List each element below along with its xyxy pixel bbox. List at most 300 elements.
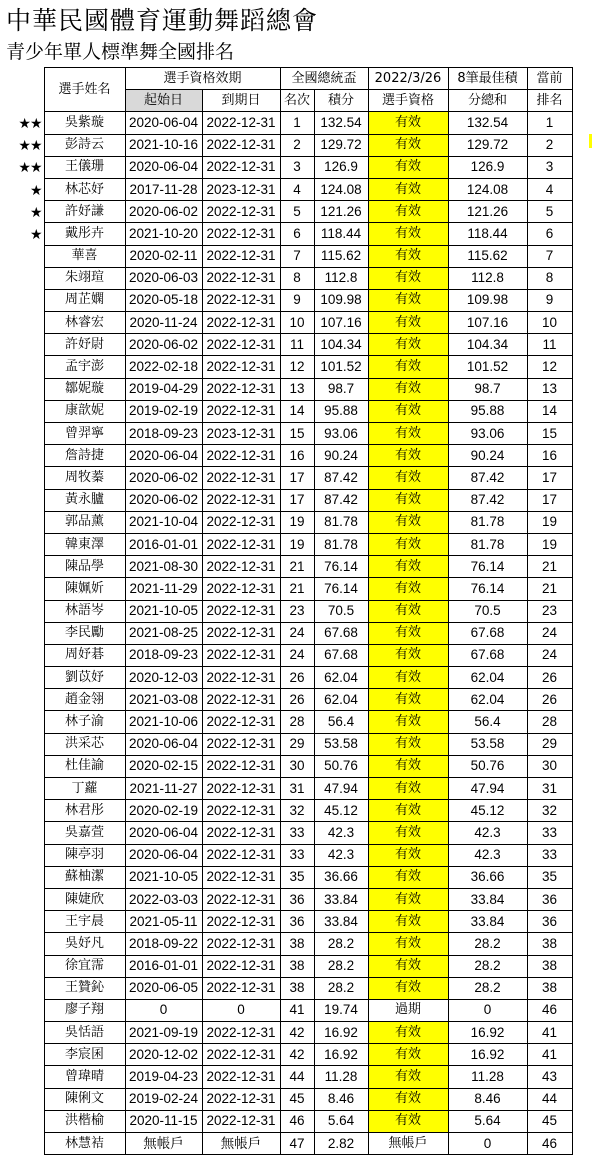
start-date: 2020-11-24 (125, 312, 202, 334)
qualification-status: 有效 (368, 511, 448, 533)
table-row (0, 134, 572, 156)
table-row (0, 467, 572, 489)
national-points: 47.94 (314, 778, 368, 800)
national-points: 28.2 (314, 977, 368, 999)
current-rank: 7 (527, 245, 572, 267)
current-rank: 10 (527, 312, 572, 334)
start-date: 2021-08-30 (125, 556, 202, 578)
star-rating (0, 911, 44, 933)
best8-total: 132.54 (448, 112, 527, 134)
current-rank: 9 (527, 289, 572, 311)
best8-total: 62.04 (448, 667, 527, 689)
table-row (0, 866, 572, 888)
current-rank: 41 (527, 1044, 572, 1066)
player-name: 詹詩捷 (44, 445, 125, 467)
qualification-status: 有效 (368, 467, 448, 489)
qualification-status: 有效 (368, 800, 448, 822)
end-date: 2023-12-31 (202, 178, 280, 200)
best8-total: 109.98 (448, 289, 527, 311)
end-date: 2022-12-31 (202, 445, 280, 467)
qualification-status: 有效 (368, 223, 448, 245)
best8-total: 33.84 (448, 888, 527, 910)
player-name: 杜佳諭 (44, 755, 125, 777)
player-name: 戴彤卉 (44, 223, 125, 245)
qualification-status: 有效 (368, 400, 448, 422)
qualification-status: 有效 (368, 1088, 448, 1110)
best8-total: 42.3 (448, 844, 527, 866)
national-points: 132.54 (314, 112, 368, 134)
national-points: 28.2 (314, 955, 368, 977)
player-name: 林語岑 (44, 600, 125, 622)
table-row (0, 933, 572, 955)
player-name: 郭品薰 (44, 511, 125, 533)
qualification-status: 有效 (368, 489, 448, 511)
start-date: 2020-06-02 (125, 334, 202, 356)
col-header-status: 選手資格 (368, 90, 448, 112)
national-rank: 31 (280, 778, 314, 800)
star-rating (0, 866, 44, 888)
national-rank: 14 (280, 400, 314, 422)
qualification-status: 有效 (368, 844, 448, 866)
national-points: 16.92 (314, 1022, 368, 1044)
national-rank: 35 (280, 866, 314, 888)
qualification-status: 有效 (368, 1044, 448, 1066)
end-date: 2022-12-31 (202, 134, 280, 156)
star-rating (0, 245, 44, 267)
qualification-status: 有效 (368, 1022, 448, 1044)
qualification-status: 有效 (368, 866, 448, 888)
national-points: 67.68 (314, 622, 368, 644)
best8-total: 5.64 (448, 1110, 527, 1132)
table-row (0, 667, 572, 689)
table-row (0, 201, 572, 223)
qualification-status: 有效 (368, 822, 448, 844)
cell-highlight-marker (589, 134, 592, 148)
end-date: 2022-12-31 (202, 689, 280, 711)
star-rating (0, 733, 44, 755)
current-rank: 45 (527, 1110, 572, 1132)
table-row (0, 711, 572, 733)
table-row (0, 778, 572, 800)
current-rank: 15 (527, 423, 572, 445)
national-rank: 24 (280, 622, 314, 644)
table-row (0, 423, 572, 445)
national-rank: 9 (280, 289, 314, 311)
qualification-status: 有效 (368, 378, 448, 400)
star-rating (0, 755, 44, 777)
end-date: 2022-12-31 (202, 489, 280, 511)
table-row (0, 112, 572, 134)
player-name: 陳姵妡 (44, 578, 125, 600)
current-rank: 28 (527, 711, 572, 733)
national-points: 76.14 (314, 578, 368, 600)
qualification-status: 有效 (368, 644, 448, 666)
table-row (0, 733, 572, 755)
current-rank: 29 (527, 733, 572, 755)
player-name: 洪采芯 (44, 733, 125, 755)
table-row (0, 622, 572, 644)
end-date: 2022-12-31 (202, 378, 280, 400)
star-rating (0, 378, 44, 400)
player-name: 蘇柚潔 (44, 866, 125, 888)
table-row (0, 800, 572, 822)
start-date: 2020-06-02 (125, 201, 202, 223)
national-rank: 38 (280, 977, 314, 999)
national-rank: 21 (280, 556, 314, 578)
star-rating (0, 423, 44, 445)
end-date: 2022-12-31 (202, 844, 280, 866)
player-name: 黃永臚 (44, 489, 125, 511)
best8-total: 28.2 (448, 955, 527, 977)
best8-total: 126.9 (448, 156, 527, 178)
star-rating: ★ (29, 225, 42, 242)
best8-total: 104.34 (448, 334, 527, 356)
best8-total: 93.06 (448, 423, 527, 445)
start-date: 2020-06-04 (125, 156, 202, 178)
player-name: 林君彤 (44, 800, 125, 822)
current-rank: 38 (527, 977, 572, 999)
national-rank: 11 (280, 334, 314, 356)
best8-total: 47.94 (448, 778, 527, 800)
end-date: 2022-12-31 (202, 955, 280, 977)
national-rank: 6 (280, 223, 314, 245)
start-date: 2020-02-15 (125, 755, 202, 777)
end-date: 2022-12-31 (202, 267, 280, 289)
current-rank: 13 (527, 378, 572, 400)
start-date: 2020-12-02 (125, 1044, 202, 1066)
table-row (0, 489, 572, 511)
header-row-1 (0, 68, 572, 90)
best8-total: 67.68 (448, 622, 527, 644)
end-date: 2022-12-31 (202, 578, 280, 600)
col-header-points: 積分 (314, 90, 368, 112)
current-rank: 32 (527, 800, 572, 822)
qualification-status: 有效 (368, 423, 448, 445)
table-row (0, 178, 572, 200)
table-row (0, 356, 572, 378)
start-date: 2021-11-27 (125, 778, 202, 800)
qualification-status: 有效 (368, 112, 448, 134)
current-rank: 14 (527, 400, 572, 422)
best8-total: 0 (448, 1133, 527, 1155)
start-date: 2021-10-20 (125, 223, 202, 245)
table-row (0, 1088, 572, 1110)
national-rank: 33 (280, 822, 314, 844)
player-name: 周芷嫻 (44, 289, 125, 311)
national-points: 62.04 (314, 667, 368, 689)
best8-total: 101.52 (448, 356, 527, 378)
player-name: 周牧蓁 (44, 467, 125, 489)
qualification-status: 有效 (368, 533, 448, 555)
current-rank: 1 (527, 112, 572, 134)
national-points: 67.68 (314, 644, 368, 666)
best8-total: 87.42 (448, 467, 527, 489)
national-rank: 19 (280, 533, 314, 555)
player-name: 林睿宏 (44, 312, 125, 334)
best8-total: 76.14 (448, 556, 527, 578)
national-rank: 38 (280, 955, 314, 977)
national-rank: 36 (280, 888, 314, 910)
col-header-end: 到期日 (202, 90, 280, 112)
start-date: 2018-09-23 (125, 423, 202, 445)
national-rank: 3 (280, 156, 314, 178)
start-date: 0 (125, 999, 202, 1021)
start-date: 2020-06-02 (125, 489, 202, 511)
player-name: 康歆妮 (44, 400, 125, 422)
table-row (0, 1066, 572, 1088)
end-date: 2022-12-31 (202, 245, 280, 267)
start-date: 2020-02-19 (125, 800, 202, 822)
current-rank: 31 (527, 778, 572, 800)
player-name: 丁蘿 (44, 778, 125, 800)
best8-total: 62.04 (448, 689, 527, 711)
col-header-name: 選手姓名 (44, 68, 125, 112)
best8-total: 112.8 (448, 267, 527, 289)
national-points: 2.82 (314, 1133, 368, 1155)
national-points: 42.3 (314, 822, 368, 844)
start-date: 2020-06-03 (125, 267, 202, 289)
end-date: 2022-12-31 (202, 1066, 280, 1088)
start-date: 2020-06-04 (125, 822, 202, 844)
national-points: 16.92 (314, 1044, 368, 1066)
current-rank: 38 (527, 933, 572, 955)
current-rank: 21 (527, 578, 572, 600)
best8-total: 124.08 (448, 178, 527, 200)
end-date: 2022-12-31 (202, 866, 280, 888)
best8-total: 95.88 (448, 400, 527, 422)
start-date: 2017-11-28 (125, 178, 202, 200)
qualification-status: 有效 (368, 289, 448, 311)
table-row (0, 312, 572, 334)
player-name: 華喜 (44, 245, 125, 267)
start-date: 2019-02-24 (125, 1088, 202, 1110)
end-date: 2022-12-31 (202, 356, 280, 378)
qualification-status: 有效 (368, 755, 448, 777)
best8-total: 67.68 (448, 644, 527, 666)
star-rating (0, 511, 44, 533)
start-date: 2020-05-18 (125, 289, 202, 311)
current-rank: 6 (527, 223, 572, 245)
table-row (0, 289, 572, 311)
qualification-status: 有效 (368, 689, 448, 711)
end-date: 2022-12-31 (202, 467, 280, 489)
start-date: 2022-02-18 (125, 356, 202, 378)
start-date: 2020-06-04 (125, 844, 202, 866)
end-date: 2022-12-31 (202, 112, 280, 134)
qualification-status: 有效 (368, 178, 448, 200)
best8-total: 42.3 (448, 822, 527, 844)
current-rank: 26 (527, 667, 572, 689)
star-rating (0, 312, 44, 334)
current-rank: 43 (527, 1066, 572, 1088)
national-rank: 42 (280, 1044, 314, 1066)
end-date: 2022-12-31 (202, 1088, 280, 1110)
national-rank: 4 (280, 178, 314, 200)
national-points: 11.28 (314, 1066, 368, 1088)
table-row (0, 334, 572, 356)
end-date: 0 (202, 999, 280, 1021)
end-date: 2023-12-31 (202, 423, 280, 445)
start-date: 2020-06-04 (125, 733, 202, 755)
best8-total: 36.66 (448, 866, 527, 888)
table-row (0, 689, 572, 711)
table-row (0, 511, 572, 533)
table-row (0, 400, 572, 422)
start-date: 2021-10-06 (125, 711, 202, 733)
national-rank: 29 (280, 733, 314, 755)
player-name: 曾羿寧 (44, 423, 125, 445)
end-date: 2022-12-31 (202, 289, 280, 311)
col-header-current: 當前 (527, 68, 572, 90)
start-date: 2018-09-22 (125, 933, 202, 955)
national-rank: 36 (280, 911, 314, 933)
end-date: 2022-12-31 (202, 778, 280, 800)
national-points: 112.8 (314, 267, 368, 289)
end-date: 2022-12-31 (202, 977, 280, 999)
star-rating (0, 977, 44, 999)
best8-total: 81.78 (448, 511, 527, 533)
national-rank: 41 (280, 999, 314, 1021)
start-date: 2019-04-23 (125, 1066, 202, 1088)
end-date: 2022-12-31 (202, 1022, 280, 1044)
national-points: 87.42 (314, 489, 368, 511)
start-date: 2022-03-03 (125, 888, 202, 910)
qualification-status: 有效 (368, 600, 448, 622)
star-rating (0, 489, 44, 511)
current-rank: 26 (527, 689, 572, 711)
star-rating (0, 844, 44, 866)
star-rating (0, 533, 44, 555)
player-name: 陳俐文 (44, 1088, 125, 1110)
table-row (0, 888, 572, 910)
national-points: 129.72 (314, 134, 368, 156)
qualification-status: 有效 (368, 201, 448, 223)
national-rank: 15 (280, 423, 314, 445)
table-row (0, 644, 572, 666)
current-rank: 30 (527, 755, 572, 777)
player-name: 孟宇澎 (44, 356, 125, 378)
current-rank: 23 (527, 600, 572, 622)
best8-total: 0 (448, 999, 527, 1021)
page-title: 中華民國體育運動舞蹈總會 (6, 6, 319, 35)
national-rank: 21 (280, 578, 314, 600)
current-rank: 2 (527, 134, 572, 156)
national-points: 28.2 (314, 933, 368, 955)
player-name: 林子渝 (44, 711, 125, 733)
national-points: 62.04 (314, 689, 368, 711)
player-name: 劉苡妤 (44, 667, 125, 689)
col-header-national: 全國總統盃 (280, 68, 368, 90)
current-rank: 21 (527, 556, 572, 578)
table-row (0, 844, 572, 866)
start-date: 2016-01-01 (125, 533, 202, 555)
qualification-status: 有效 (368, 156, 448, 178)
current-rank: 4 (527, 178, 572, 200)
player-name: 徐宜霈 (44, 955, 125, 977)
table-row (0, 999, 572, 1021)
qualification-status: 有效 (368, 955, 448, 977)
star-rating (0, 267, 44, 289)
star-rating (0, 334, 44, 356)
end-date: 2022-12-31 (202, 334, 280, 356)
table-row (0, 156, 572, 178)
table-row (0, 1044, 572, 1066)
national-points: 101.52 (314, 356, 368, 378)
star-rating (0, 888, 44, 910)
best8-total: 11.28 (448, 1066, 527, 1088)
national-rank: 7 (280, 245, 314, 267)
start-date: 2021-03-08 (125, 689, 202, 711)
qualification-status: 有效 (368, 267, 448, 289)
star-rating (0, 467, 44, 489)
player-name: 陳亭羽 (44, 844, 125, 866)
national-rank: 16 (280, 445, 314, 467)
current-rank: 24 (527, 644, 572, 666)
player-name: 朱翊瑄 (44, 267, 125, 289)
table-row (0, 600, 572, 622)
current-rank: 35 (527, 866, 572, 888)
table-row (0, 245, 572, 267)
national-rank: 28 (280, 711, 314, 733)
star-rating: ★ (29, 181, 42, 198)
table-row (0, 1133, 572, 1155)
star-rating (0, 933, 44, 955)
national-rank: 44 (280, 1066, 314, 1088)
start-date: 2021-05-11 (125, 911, 202, 933)
best8-total: 70.5 (448, 600, 527, 622)
current-rank: 46 (527, 1133, 572, 1155)
star-rating (0, 1044, 44, 1066)
col-header-best8: 8筆最佳積 (448, 68, 527, 90)
national-points: 8.46 (314, 1088, 368, 1110)
national-points: 50.76 (314, 755, 368, 777)
best8-total: 115.62 (448, 245, 527, 267)
best8-total: 121.26 (448, 201, 527, 223)
end-date: 2022-12-31 (202, 400, 280, 422)
current-rank: 36 (527, 888, 572, 910)
star-rating (0, 445, 44, 467)
qualification-status: 有效 (368, 578, 448, 600)
player-name: 吳妤凡 (44, 933, 125, 955)
player-name: 洪楷榆 (44, 1110, 125, 1132)
national-rank: 38 (280, 933, 314, 955)
current-rank: 17 (527, 489, 572, 511)
national-rank: 17 (280, 467, 314, 489)
national-rank: 30 (280, 755, 314, 777)
best8-total: 28.2 (448, 933, 527, 955)
national-points: 104.34 (314, 334, 368, 356)
best8-total: 8.46 (448, 1088, 527, 1110)
best8-total: 87.42 (448, 489, 527, 511)
current-rank: 16 (527, 445, 572, 467)
player-name: 韓東澤 (44, 533, 125, 555)
national-points: 87.42 (314, 467, 368, 489)
national-points: 76.14 (314, 556, 368, 578)
end-date: 2022-12-31 (202, 755, 280, 777)
national-points: 107.16 (314, 312, 368, 334)
qualification-status: 有效 (368, 977, 448, 999)
star-rating (0, 400, 44, 422)
col-header-start: 起始日 (125, 90, 202, 112)
end-date: 2022-12-31 (202, 556, 280, 578)
star-rating (0, 1022, 44, 1044)
player-name: 王儀珊 (44, 156, 125, 178)
player-name: 許妤謙 (44, 201, 125, 223)
best8-total: 76.14 (448, 578, 527, 600)
national-points: 118.44 (314, 223, 368, 245)
national-points: 93.06 (314, 423, 368, 445)
end-date: 2022-12-31 (202, 600, 280, 622)
